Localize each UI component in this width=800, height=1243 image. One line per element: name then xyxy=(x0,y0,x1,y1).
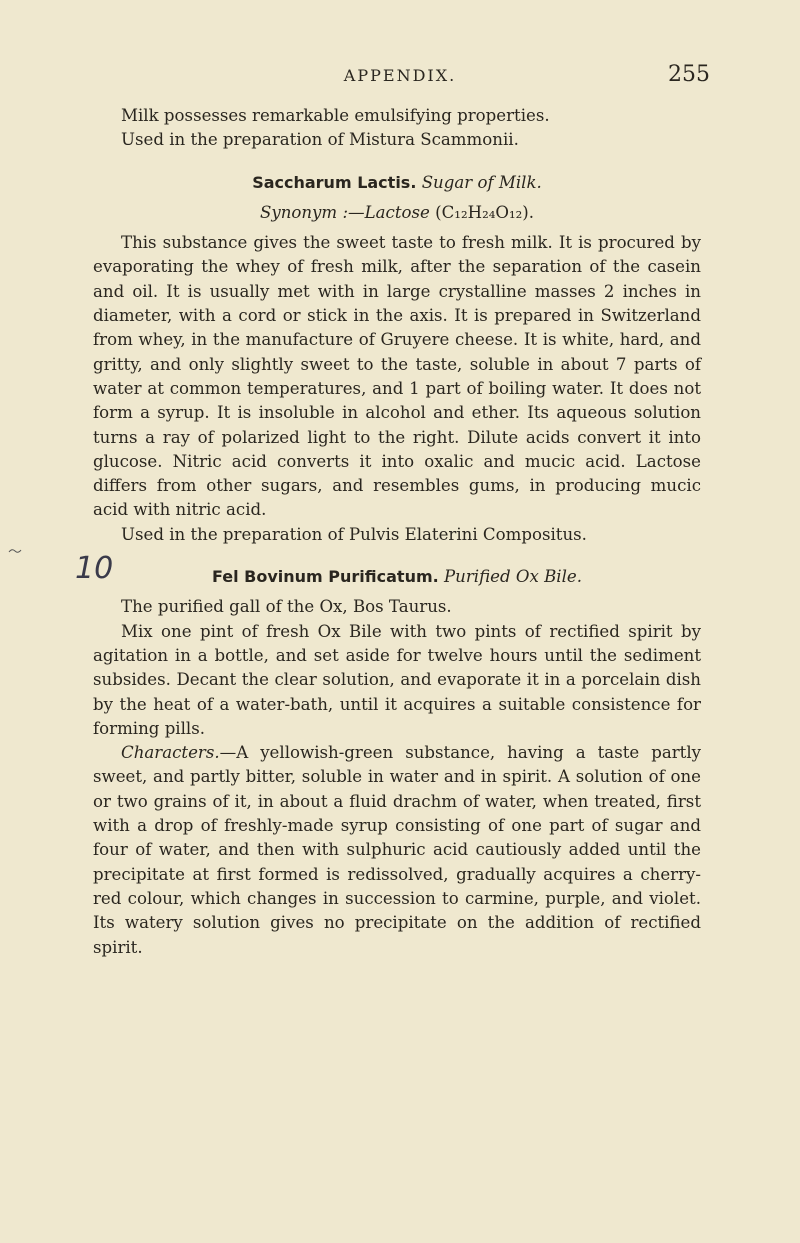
entry-preparation: Mix one pint of fresh Ox Bile with two pints of rectified spirit by agitation in a bottle, and set aside for twelve hours until the sediment subsides. Decant the clear solution, and evaporate it in a porcelain dish by the heat of a water-bath, until it acquires a suitable consistence for forming pills. xyxy=(93,621,701,738)
page-header xyxy=(90,62,710,88)
entry-english-title: Sugar of Milk. xyxy=(421,172,542,192)
characters-text: —A yellowish-green substance, having a taste partly sweet, and partly bitter, soluble in water and in spirit. A solution of one or two grains of it, in about a fluid drachm of water, when treated, first with a drop of freshly-made syrup consisting of one part of sugar and four of water, and then with sulphuric acid cautiously added until the precipitate at first formed is redissolved, gradually acquires a cherry-red colour, which changes in succession to carmine, purple, and violet. Its watery solution gives no precipitate on the addition of rectified spirit. xyxy=(93,743,701,957)
intro-line-1: Milk possesses remarkable emulsifying properties. xyxy=(121,106,550,125)
margin-mark-icon xyxy=(8,547,22,555)
synonym-line xyxy=(93,201,701,225)
chemical-formula: (C₁₂H₂₄O₁₂). xyxy=(435,202,535,222)
entry-heading-fel-bovinum xyxy=(75,551,701,589)
entry-description: This substance gives the sweet taste to fresh milk. It is procured by evaporating the whey of fresh milk, after the separation of the casein and oil. It is usually met with in large crystalline masses 2 inches in diameter, with a cord or stick in the axis. It is prepared in Switzerland from whey, in the manufacture of Gruyere cheese. It is white, hard, and gritty, and only slightly sweet to the taste, soluble in about 7 parts of water at common temperatures, and 1 part of boiling water. It does not form a syrup. It is insoluble in alcohol and ether. Its aqueous solution turns a ray of polarized light to the right. Dilute acids convert it into glucose. Nitric acid converts it into oxalic and mucic acid. Lactose differs from other sugars, and resembles gums, in producing mucic acid with nitric acid. xyxy=(93,233,701,520)
synonym-label: Synonym :—Lactose xyxy=(259,202,430,222)
entry-latin-title: Saccharum Lactis. xyxy=(252,172,417,192)
page-number: 255 xyxy=(668,62,710,87)
entry-english-title: Purified Ox Bile. xyxy=(443,567,583,587)
entry-usage: Used in the preparation of Pulvis Elaterini Compositus. xyxy=(121,524,587,544)
entry-definition: The purified gall of the Ox, Bos Taurus. xyxy=(121,597,452,617)
handwritten-annotation: 10 xyxy=(75,551,114,587)
running-head: APPENDIX. xyxy=(343,66,457,85)
entry-heading-saccharum xyxy=(93,171,701,195)
entry-latin-title: Fel Bovinum Purificatum. xyxy=(211,567,439,587)
intro-line-2: Used in the preparation of Mistura Scammonii. xyxy=(121,130,519,150)
page-body xyxy=(75,104,701,960)
characters-label: Characters. xyxy=(121,743,220,763)
entry-characters xyxy=(93,741,701,960)
